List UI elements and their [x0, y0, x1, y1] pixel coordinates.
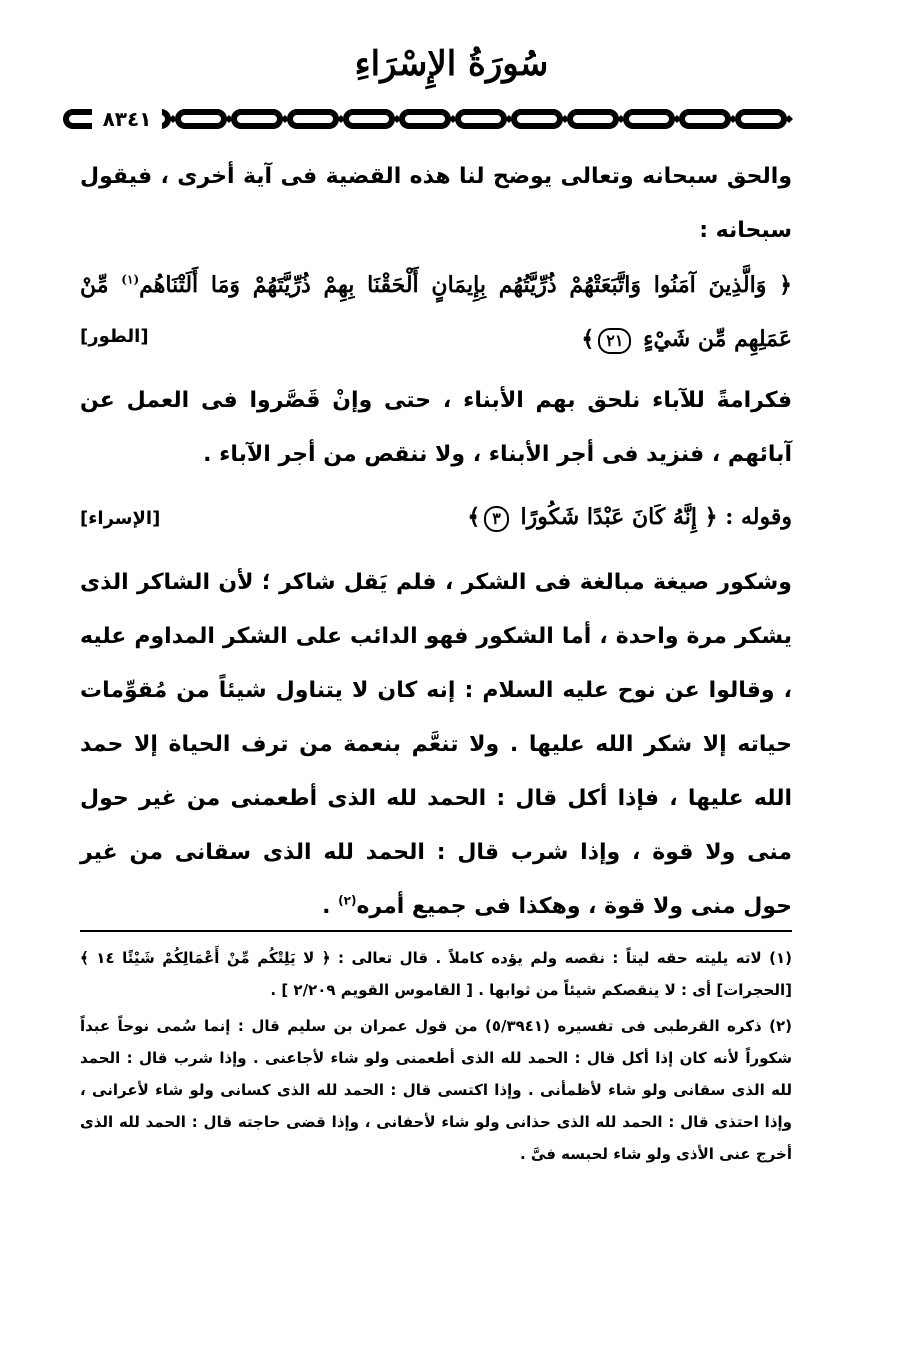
- paragraph-shukr: [80, 556, 792, 934]
- paragraph-4: وشكور صيغة مبالغة فى الشكر ، فلم يَقل شاكر ؛ لأن الشاكر الذى يشكر مرة واحدة ، أما الشكور فهو الدائب على الشكر المداوم عليه ، وقالوا عن نوح عليه السلام : إنه كان لا يتناول شيئاً من مُقوِّمات حياته إلا شكر الله عليها . ولا تنعَّم بنعمة من ترف الحياة إلا حمد الله عليها ، فإذا أكل قال : الحمد لله الذى أطعمنى من غير حول منى ولا قوة ، وإذا شرب قال : الحمد لله الذى سقانى من غير حول منى ولا قوة ، وهكذا فى جميع أمره: [80, 570, 792, 919]
- footnote-1: (١) لاته يليته حقه ليتاً : نقصه ولم يؤده كاملاً . قال تعالى : ﴿ لا يَلِتْكُم مِّنْ أَعْمَالِكُمْ شَيْئًا ١٤ ﴾ [الحجرات] أى : لا ينقصكم شيئاً من ثوابها . [ القاموس القويم ٢/٢٠٩ ] .: [80, 949, 792, 999]
- chain-link: [178, 112, 224, 126]
- verse-close-bracket: ﴾: [467, 504, 481, 530]
- chain-link: [234, 112, 280, 126]
- chain-link: [290, 112, 336, 126]
- verse-number-badge: ٢١: [598, 328, 631, 354]
- quran-verse-tur: [80, 258, 792, 366]
- chain-link: [514, 112, 560, 126]
- verse-source-isra: [الإسراء]: [80, 508, 161, 529]
- footnote-ref-2: (٢): [338, 893, 357, 908]
- chain-link: [738, 112, 784, 126]
- footnote-ref-1: (١): [121, 272, 140, 287]
- chain-link: [458, 112, 504, 126]
- verse-number-badge: ٣: [484, 506, 509, 532]
- chain-link: [346, 112, 392, 126]
- footnote-divider: [80, 930, 792, 932]
- chain-ornament-divider: [62, 104, 818, 134]
- chain-link: [402, 112, 448, 126]
- paragraph-2: فكرامةً للآباء نلحق بهم الأبناء ، حتى وإنْ قَصَّروا فى العمل عن آبائهم ، فنزيد فى أجر الأبناء ، ولا ننقص من أجر الآباء .: [80, 388, 792, 467]
- quran-verse-isra: [80, 490, 792, 544]
- verse-text: ﴿ وَالَّذِينَ آمَنُوا وَاتَّبَعَتْهُمْ ذُرِّيَّتُهُم بِإِيمَانٍ أَلْحَقْنَا بِهِمْ ذُرِّيَّتَهُمْ وَمَا أَلَتْنَاهُم: [139, 272, 792, 298]
- paragraph-intro: [80, 150, 792, 258]
- chain-link: [626, 112, 672, 126]
- footnote-2: (٢) ذكره القرطبى فى تفسيره (٥/٣٩٤١) من قول عمران بن سليم قال : إنما سُمى نوحاً عبداً شكوراً لأنه كان إذا أكل قال : الحمد لله الذى أطعمنى ولو شاء لأجاعنى . وإذا شرب قال : الحمد لله الذى سقانى ولو شاء لأظمأنى . وإذا اكتسى قال : الحمد لله الذى كسانى ولو شاء لأعرانى ، وإذا احتذى قال : الحمد لله الذى حذانى ولو شاء لأحفانى ، وإذا قضى حاجته قال : الحمد لله الذى أخرج عنى الأذى ولو شاء لحبسه فىَّ .: [80, 1017, 792, 1163]
- paragraph-4-end: .: [322, 894, 331, 919]
- verse-close-bracket: ﴾: [581, 326, 595, 352]
- surah-title: سُورَةُ الإِسْرَاءِ: [354, 44, 549, 84]
- verse-text-continued: مِّنْ عَمَلِهِم مِّن شَيْءٍ: [80, 272, 792, 352]
- footnotes: [80, 942, 792, 1174]
- chain-link: [682, 112, 728, 126]
- verse-source-tur: [الطور]: [80, 326, 149, 347]
- verse-text: ﴿ إِنَّهُ كَانَ عَبْدًا شَكُورًا: [520, 504, 718, 530]
- chain-link: [570, 112, 616, 126]
- paragraph-1: والحق سبحانه وتعالى يوضح لنا هذه القضية فى آية أخرى ، فيقول سبحانه :: [80, 164, 792, 243]
- paragraph-honor: [80, 374, 792, 482]
- verse-intro: وقوله :: [725, 504, 792, 530]
- page-number: ٨٣٤١: [92, 104, 162, 134]
